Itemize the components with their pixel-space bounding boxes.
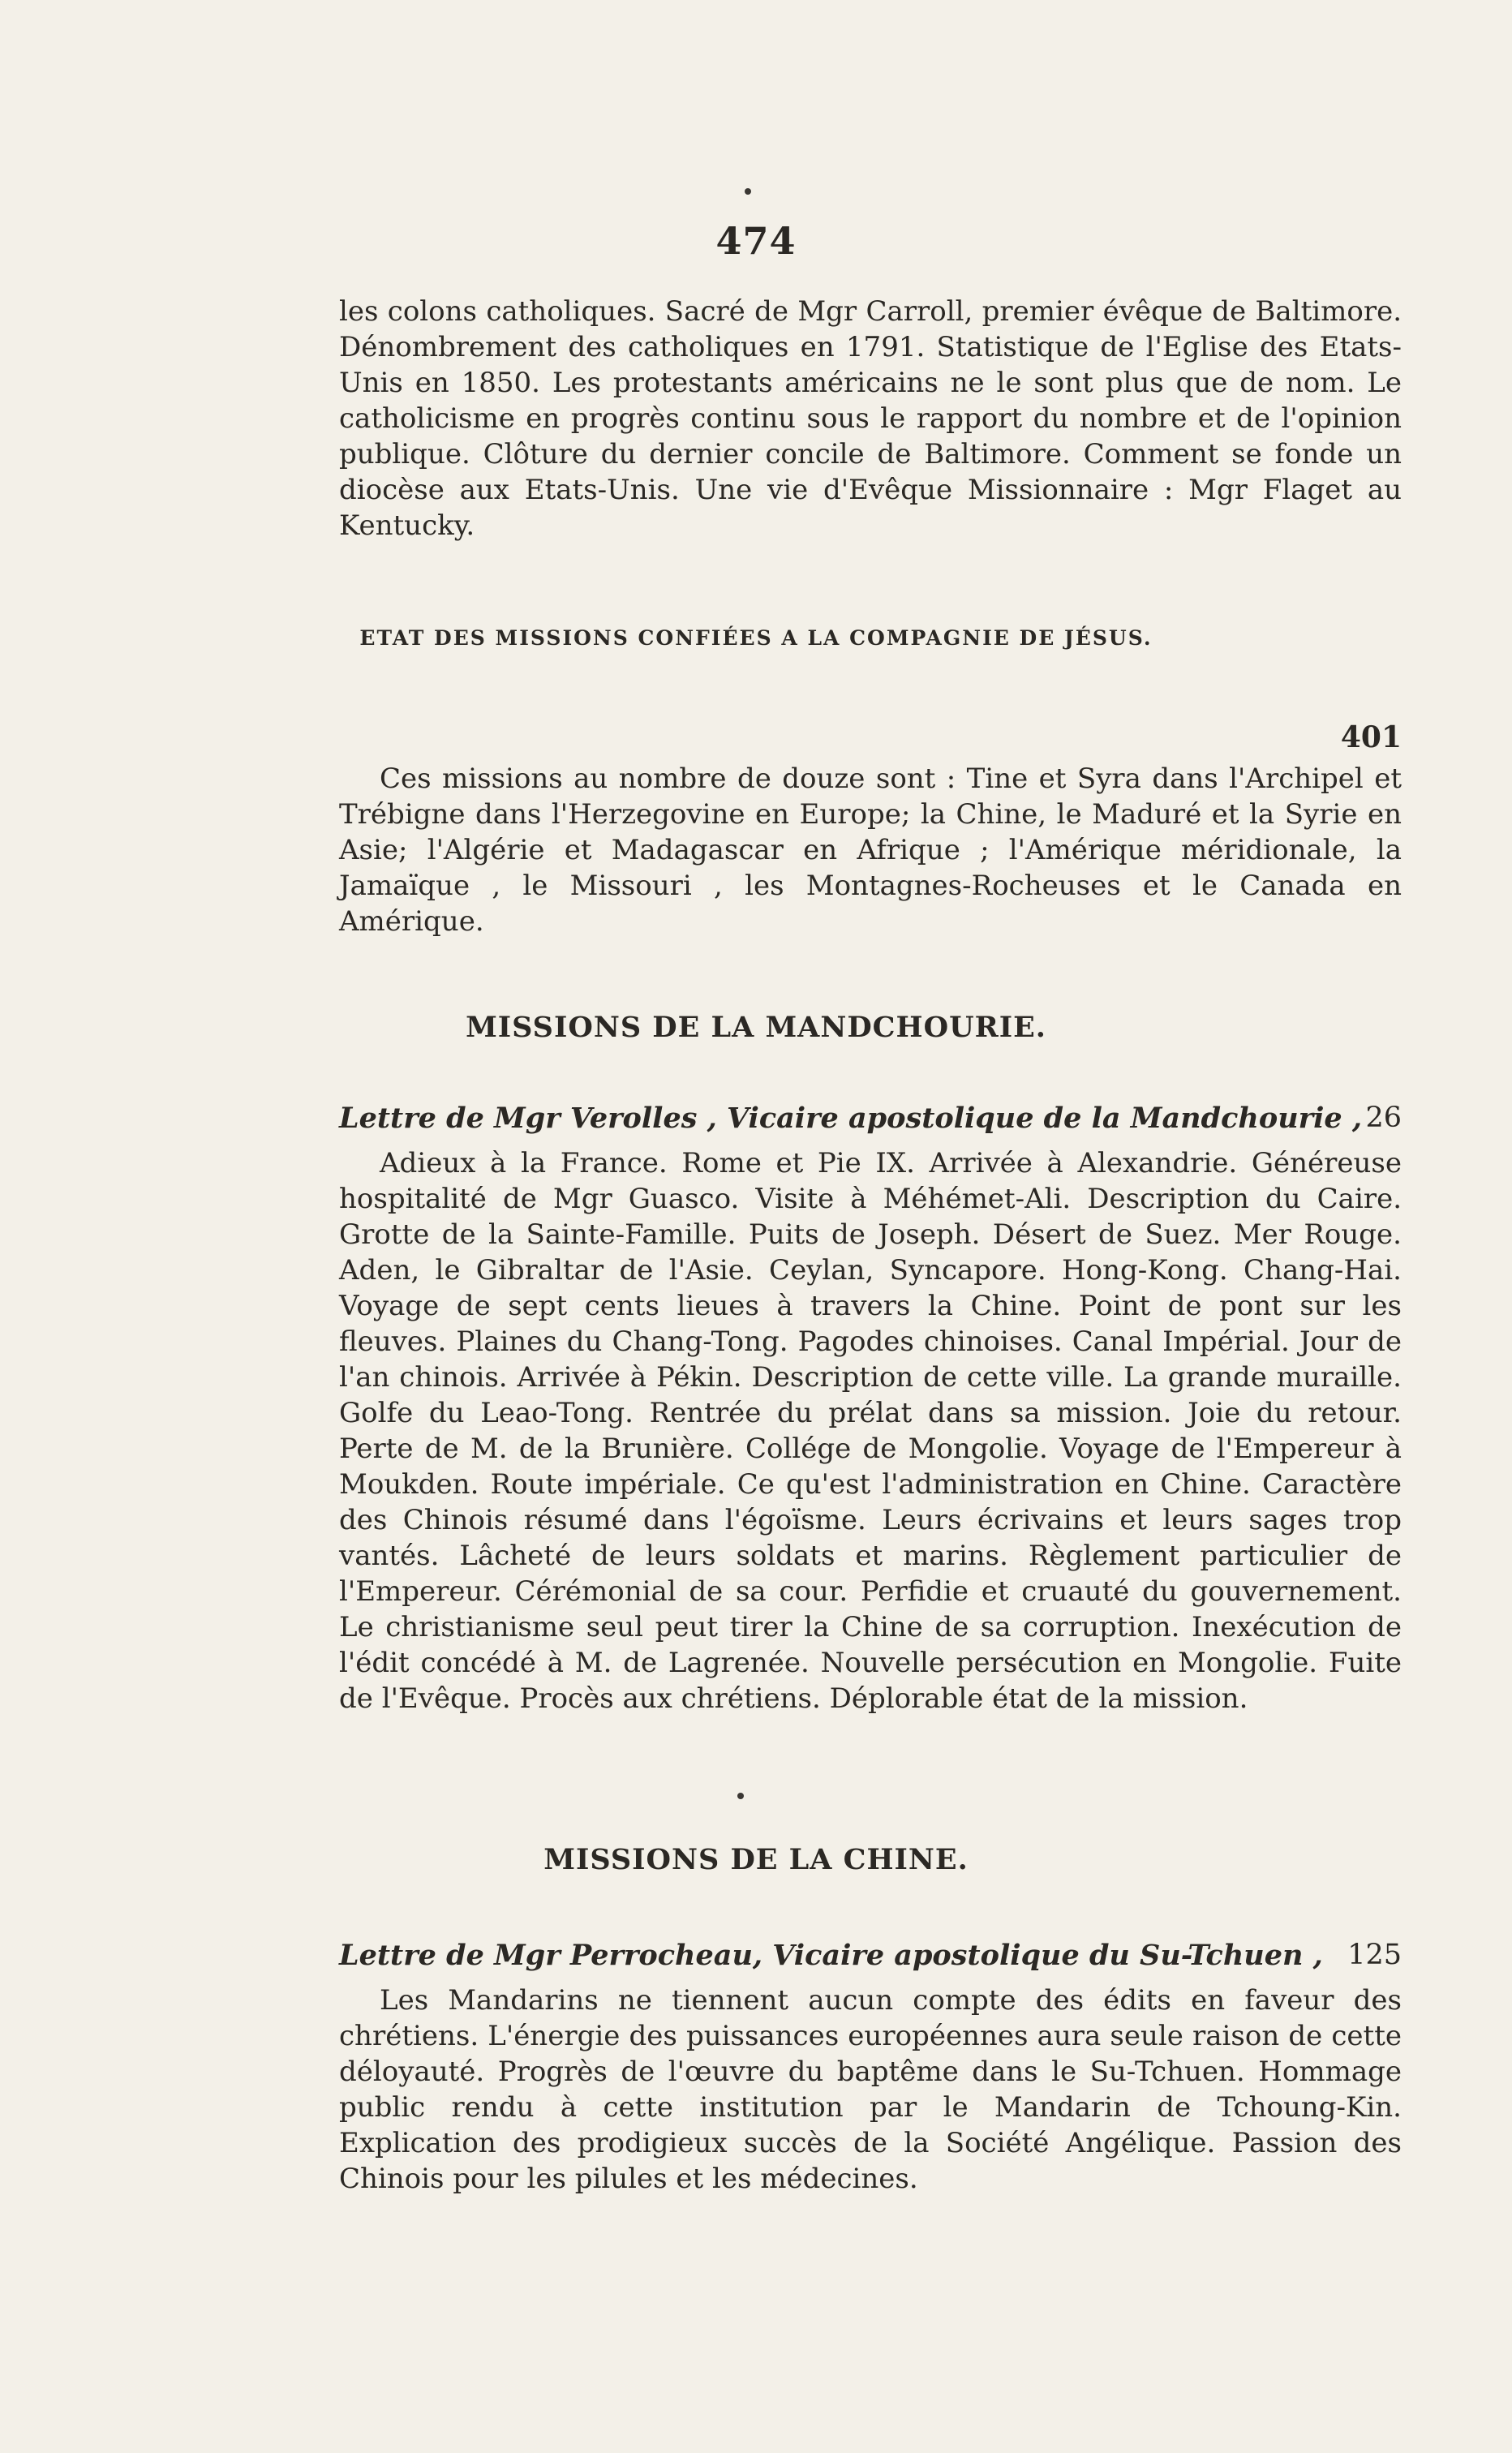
chine-text: Les Mandarins ne tiennent aucun compte des édits en faveur des chrétiens. L'énergie des puissances européennes aura seule raison de cette déloyauté. Progrès de l'œuvre du baptême dans le Su-Tchuen. Hommage public rendu à cette institution par le Mandarin de Tchoung-Kin. Explication des prodigieux succès de la Société Angélique. Passion des Chinois pour les pilules et les médecines. xyxy=(339,1984,1402,2195)
section-title-mandchourie: MISSIONS DE LA MANDCHOURIE. xyxy=(466,1011,1046,1044)
page-number: 474 xyxy=(715,219,797,263)
intro-text: les colons catholiques. Sacré de Mgr Carroll, premier évêque de Baltimore. Dénombrement des catholiques en 1791. Statistique de l'Eglise des Etats-Unis en 1850. Les protestants américains ne le sont plus que de nom. Le catholicisme en progrès continu sous le rapport du nombre et de l'opinion publique. Clôture du dernier concile de Baltimore. Comment se fonde un diocèse aux Etats-Unis. Une vie d'Evêque Missionnaire : Mgr Flaget au Kentucky. xyxy=(339,295,1402,542)
letter-heading-chine xyxy=(339,1939,1402,1972)
ink-speck xyxy=(745,188,751,195)
jesuits-text: Ces missions au nombre de douze sont : Tine et Syra dans l'Archipel et Trébigne dans l'Herzegovine en Europe; la Chine, le Maduré et la Syrie en Asie; l'Algérie et Madagascar en Afrique ; l'Amérique méridionale, la Jamaïque , le Missouri , les Montagnes-Rocheuses et le Canada en Amérique. xyxy=(339,763,1402,938)
mandchourie-paragraph xyxy=(339,1145,1402,1716)
section-title-chine: MISSIONS DE LA CHINE. xyxy=(543,1843,969,1876)
page-ref-jesuits: 401 xyxy=(1340,720,1402,754)
letter-heading-mandchourie xyxy=(339,1102,1402,1135)
mandchourie-text: Adieux à la France. Rome et Pie IX. Arrivée à Alexandrie. Généreuse hospitalité de Mgr Guasco. Visite à Méhémet-Ali. Description du Caire. Grotte de la Sainte-Famille. Puits de Joseph. Désert de Suez. Mer Rouge. Aden, le Gibraltar de l'Asie. Ceylan, Syncapore. Hong-Kong. Chang-Hai. Voyage de sept cents lieues à travers la Chine. Point de pont sur les fleuves. Plaines du Chang-Tong. Pagodes chinoises. Canal Impérial. Jour de l'an chinois. Arrivée à Pékin. Description de cette ville. La grande muraille. Golfe du Leao-Tong. Rentrée du prélat dans sa mission. Joie du retour. Perte de M. de la Brunière. Collége de Mongolie. Voyage de l'Empereur à Moukden. Route impériale. Ce qu'est l'administration en Chine. Caractère des Chinois résumé dans l'égoïsme. Leurs écrivains et leurs sages trop vantés. Lâcheté de leurs soldats et marins. Règlement particulier de l'Empereur. Cérémonial de sa cour. Perfidie et cruauté du gouvernement. Le christianisme seul peut tirer la Chine de sa corruption. Inexécution de l'édit concédé à M. de Lagrenée. Nouvelle persécution en Mongolie. Fuite de l'Evêque. Procès aux chrétiens. Déplorable état de la mission. xyxy=(339,1147,1402,1715)
jesuits-paragraph xyxy=(339,761,1402,939)
chine-paragraph xyxy=(339,1983,1402,2197)
intro-paragraph xyxy=(339,294,1402,543)
section-title-jesuits: ETAT DES MISSIONS CONFIÉES A LA COMPAGNIE DE JÉSUS. xyxy=(359,626,1153,650)
page-ref-chine: 125 xyxy=(1347,1939,1402,1971)
letter-title-mandchourie: Lettre de Mgr Verolles , Vicaire apostolique de la Mandchourie , xyxy=(339,1102,1363,1135)
page-ref-mandchourie: 26 xyxy=(1365,1102,1402,1134)
letter-title-chine: Lettre de Mgr Perrocheau, Vicaire apostolique du Su-Tchuen , xyxy=(339,1939,1323,1972)
ink-speck xyxy=(737,1793,744,1799)
